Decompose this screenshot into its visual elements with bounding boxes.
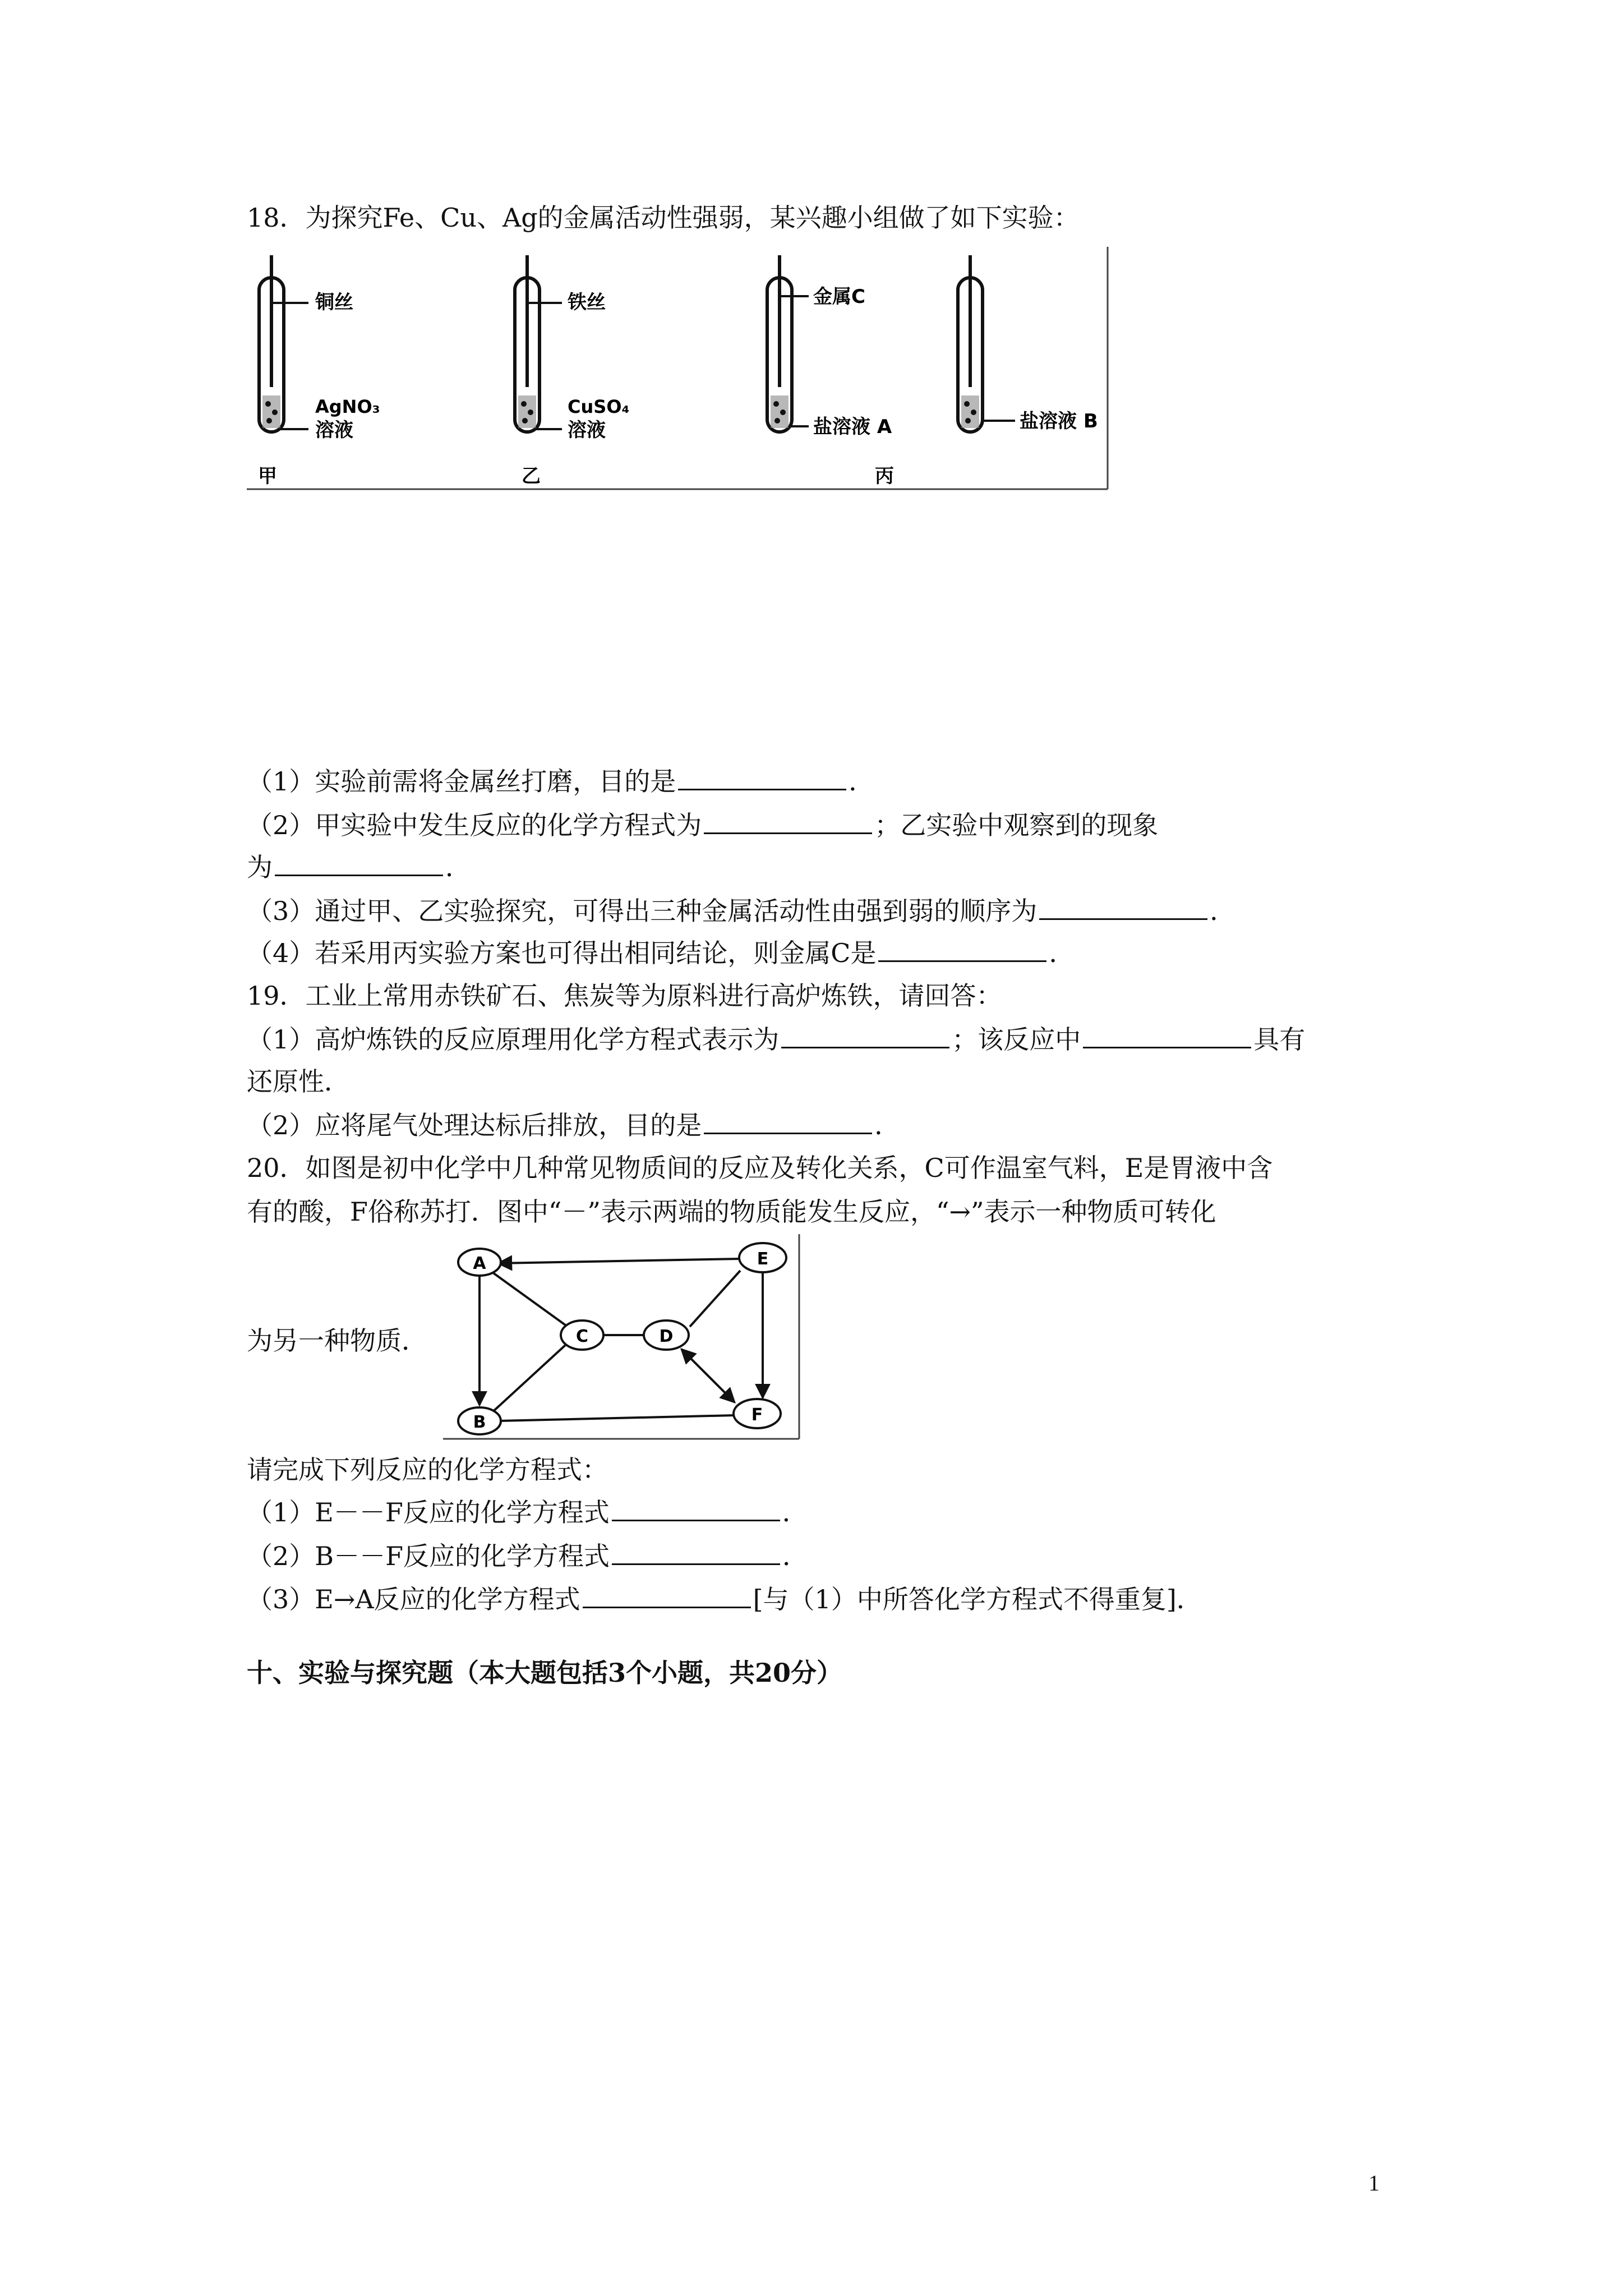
answer-blank[interactable]	[275, 850, 443, 876]
q18-part3: （3）通过甲、乙实验探究，可得出三种金属活动性由强到弱的顺序为 ．	[247, 894, 1235, 928]
q18-experiment-figure	[247, 247, 1110, 496]
section-10-heading: 十、实验与探究题（本大题包括3个小题，共20分）	[247, 1658, 843, 1688]
q18-part1: （1）实验前需将金属丝打磨，目的是 ．	[247, 764, 874, 798]
node-e-label: E	[757, 1249, 769, 1269]
test-tube-bing-1	[767, 255, 809, 432]
answer-blank[interactable]	[583, 1582, 751, 1608]
q19-part1-cont: 还原性．	[247, 1066, 350, 1097]
label-iron-wire: 铁丝	[568, 291, 606, 314]
label-metal-c: 金属C	[813, 286, 865, 308]
q20-stem-line1: 20．如图是初中化学中几种常见物质间的反应及转化关系，C可作温室气料，E是胃液中含	[247, 1153, 1273, 1183]
q18-part2: （2）甲实验中发生反应的化学方程式为 ；乙实验中观察到的现象	[247, 808, 1158, 842]
q20-part3: （3）E→A反应的化学方程式 [与（1）中所答化学方程式不得重复]．	[247, 1582, 1202, 1616]
label-copper-wire: 铜丝	[315, 291, 353, 314]
q20-part1: （1）E－－F反应的化学方程式 ．	[247, 1495, 808, 1529]
edge-b-f	[498, 1415, 735, 1421]
node-f-label: F	[751, 1405, 763, 1425]
test-tube-bing-2	[958, 255, 1015, 432]
q20-relationship-diagram	[443, 1234, 802, 1444]
node-d-label: D	[659, 1327, 674, 1346]
label-agno3-solution: 溶液	[315, 419, 353, 441]
label-agno3: AgNO₃	[315, 396, 380, 417]
answer-blank[interactable]	[612, 1495, 780, 1521]
answer-blank[interactable]	[704, 1108, 872, 1134]
q20-stem-line2: 有的酸，F俗称苏打．图中“－”表示两端的物质能发生反应，“→”表示一种物质可转化	[247, 1197, 1216, 1227]
q20-part2: （2）B－－F反应的化学方程式 ．	[247, 1539, 808, 1573]
q18-part2-cont: 为 ．	[247, 850, 471, 884]
q20-stem-line3: 为另一种物质．	[247, 1326, 427, 1356]
q19-stem: 19．工业上常用赤铁矿石、焦炭等为原料进行高炉炼铁，请回答：	[247, 981, 1002, 1011]
node-a-label: A	[473, 1254, 486, 1273]
caption-bing: 丙	[875, 465, 894, 487]
q19-part2: （2）应将尾气处理达标后排放，目的是 ．	[247, 1108, 900, 1142]
answer-blank[interactable]	[678, 764, 846, 790]
edge-d-e	[690, 1271, 740, 1327]
edge-a-c	[491, 1271, 565, 1325]
label-salt-solution-b: 盐溶液 B	[1020, 410, 1098, 432]
page-number: 1	[1368, 2170, 1380, 2196]
answer-blank[interactable]	[1083, 1022, 1251, 1048]
test-tube-jia	[259, 255, 308, 432]
q19-part1: （1）高炉炼铁的反应原理用化学方程式表示为 ；该反应中 具有	[247, 1022, 1305, 1056]
q20-prompt: 请完成下列反应的化学方程式：	[247, 1455, 608, 1485]
node-b-label: B	[473, 1412, 486, 1432]
answer-blank[interactable]	[612, 1539, 780, 1565]
edge-b-c	[491, 1345, 565, 1414]
answer-blank[interactable]	[704, 808, 872, 834]
test-tube-yi	[515, 255, 562, 432]
label-salt-solution-a: 盐溶液 A	[813, 416, 892, 438]
edge-e-to-a	[498, 1259, 740, 1263]
answer-blank[interactable]	[1039, 894, 1207, 920]
answer-blank[interactable]	[781, 1022, 949, 1048]
node-c-label: C	[575, 1327, 589, 1346]
answer-blank[interactable]	[878, 936, 1046, 962]
label-cuso4-solution: 溶液	[568, 419, 606, 441]
label-cuso4: CuSO₄	[568, 396, 630, 417]
caption-jia: 甲	[258, 465, 277, 487]
q18-stem: 18．为探究Fe、Cu、Ag的金属活动性强弱，某兴趣小组做了如下实验：	[247, 203, 1080, 233]
q18-part4: （4）若采用丙实验方案也可得出相同结论，则金属C是 ．	[247, 936, 1075, 970]
edge-d-f	[681, 1349, 735, 1402]
caption-yi: 乙	[522, 465, 541, 487]
